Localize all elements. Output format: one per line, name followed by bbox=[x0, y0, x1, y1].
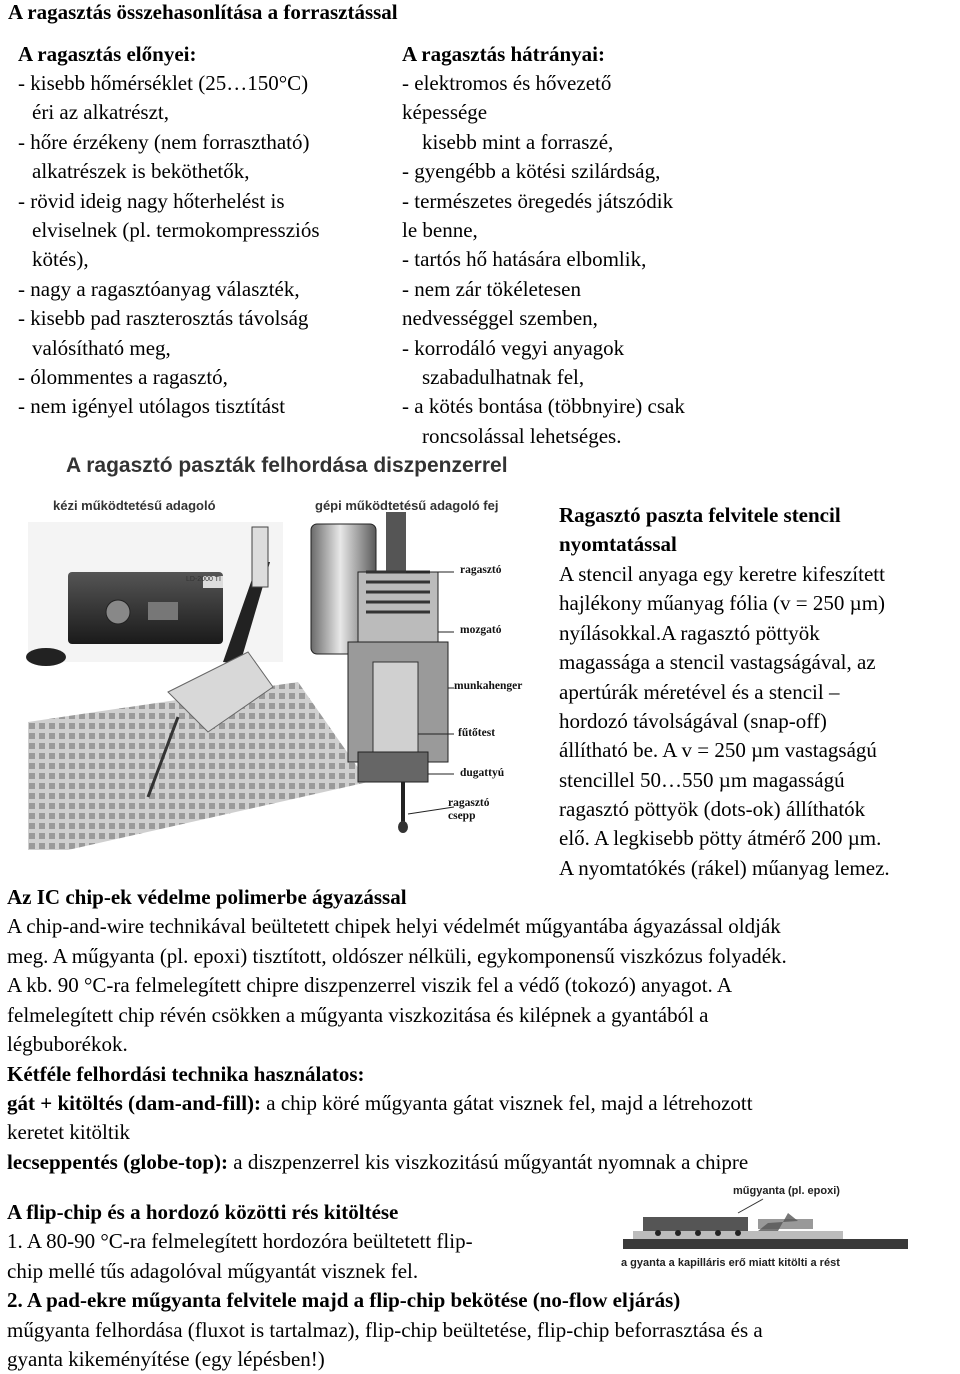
ic-heading: Az IC chip-ek védelme polimerbe ágyazással bbox=[7, 885, 407, 909]
advantages-line: valósítható meg, bbox=[32, 336, 171, 360]
figure-title: A ragasztó paszták felhordása diszpenzerrel bbox=[66, 454, 508, 477]
label-drop: csepp bbox=[448, 810, 476, 822]
disadvantages-line: - korrodáló vegyi anyagok bbox=[402, 336, 625, 360]
disadvantages-line: - nem zár tökéletesen bbox=[402, 277, 581, 301]
disadvantages-line: - tartós hő hatására elbomlik, bbox=[402, 247, 647, 271]
flipchip-figure-top-label: műgyanta (pl. epoxi) bbox=[733, 1185, 840, 1197]
disadvantages-line: - gyengébb a kötési szilárdság, bbox=[402, 159, 661, 183]
ic-line: A kb. 90 °C-ra felmelegített chipre diszpenzerrel viszik fel a védő (tokozó) anyagot. A bbox=[7, 973, 733, 997]
flipchip-heading: A flip-chip és a hordozó közötti rés kitöltése bbox=[7, 1200, 399, 1224]
flip-chip bbox=[643, 1217, 748, 1231]
flipchip-figure-bottom-label: a gyanta a kapilláris erő miatt kitölti a rést bbox=[621, 1257, 840, 1269]
disadvantages-line: - természetes öregedés játszódik bbox=[402, 189, 674, 213]
dam-and-fill-line bbox=[7, 1089, 753, 1118]
stencil-line: apertúrák méretével és a stencil – bbox=[559, 680, 840, 704]
foot-pedal bbox=[26, 648, 66, 666]
stencil-line: hordozó távolságával (snap-off) bbox=[559, 709, 827, 733]
dam-and-fill-text: a chip köré műgyanta gátat visznek fel, majd a létrehozott bbox=[261, 1091, 753, 1115]
stencil-heading: Ragasztó paszta felvitele stencil bbox=[559, 503, 841, 527]
stencil-heading-2: nyomtatással bbox=[559, 532, 677, 556]
disadvantages-line: - elektromos és hővezető bbox=[402, 71, 612, 95]
advantages-line: - nagy a ragasztóanyag választék, bbox=[18, 277, 300, 301]
ic-line: légbuborékok. bbox=[7, 1032, 128, 1056]
advantages-line: alkatrészek is beköthetők, bbox=[32, 159, 250, 183]
stencil-line: stencillel 50…550 µm magasságú bbox=[559, 768, 845, 792]
stencil-line: A stencil anyaga egy keretre kifeszített bbox=[559, 562, 885, 586]
ic-line: meg. A műgyanta (pl. epoxi) tisztított, oldószer nélküli, egykomponensű viszkózus folyadék. bbox=[7, 944, 787, 968]
label-adhesive-drop: ragasztó bbox=[448, 797, 490, 809]
stencil-line: A nyomtatókés (rákel) műanyag lemez. bbox=[559, 856, 890, 880]
flipchip-line: 1. A 80-90 °C-ra felmelegített hordozóra beültetett flip- bbox=[7, 1229, 473, 1253]
disadvantages-line: nedvességgel szemben, bbox=[402, 306, 598, 330]
flipchip-step2-line: gyanta kikeményítése (egy lépésben!) bbox=[7, 1347, 325, 1371]
ic-line: A chip-and-wire technikával beültetett chipek helyi védelmét műgyantába ágyazással oldják bbox=[7, 914, 781, 938]
techniques-heading: Kétféle felhordási technika használatos: bbox=[7, 1062, 365, 1086]
advantages-line: - rövid ideig nagy hőterhelést is bbox=[18, 189, 285, 213]
advantages-line: - kisebb pad raszterosztás távolság bbox=[18, 306, 309, 330]
right-caption: gépi működtetésű adagoló fej bbox=[315, 498, 499, 513]
dispenser-figure bbox=[8, 452, 556, 850]
label-cylinder: munkahenger bbox=[454, 680, 523, 692]
flipchip-step2-heading: 2. A pad-ekre műgyanta felvitele majd a flip-chip bekötése (no-flow eljárás) bbox=[7, 1288, 681, 1312]
advantages-line: - kisebb hőmérséklet (25…150°C) bbox=[18, 71, 309, 95]
disadvantages-line: kisebb mint a forraszé, bbox=[422, 130, 614, 154]
globe-top-term: lecseppentés (globe-top): bbox=[7, 1150, 229, 1174]
advantages-line: - ólommentes a ragasztó, bbox=[18, 365, 228, 389]
globe-top-text: a diszpenzerrel kis viszkozitású műgyantát nyomnak a chipre bbox=[228, 1150, 749, 1174]
device-label: LD-2000 TI bbox=[186, 576, 221, 583]
disadvantages-heading: A ragasztás hátrányai: bbox=[402, 42, 605, 66]
page-title: A ragasztás összehasonlítása a forrasztással bbox=[8, 0, 398, 24]
adhesive-drop bbox=[398, 821, 408, 833]
label-adhesive: ragasztó bbox=[460, 564, 502, 576]
disadvantages-line: - a kötés bontása (többnyire) csak bbox=[402, 394, 685, 418]
stencil-line: magassága a stencil vastagságával, az bbox=[559, 650, 876, 674]
disadvantages-line: le benne, bbox=[402, 218, 478, 242]
label-mover: mozgató bbox=[460, 624, 502, 636]
label-piston: dugattyú bbox=[460, 767, 505, 779]
stencil-line: nyílásokkal.A ragasztó pöttyök bbox=[559, 621, 820, 645]
dam-and-fill-term: gát + kitöltés (dam-and-fill): bbox=[7, 1091, 262, 1115]
advantages-heading: A ragasztás előnyei: bbox=[18, 42, 197, 66]
disadvantages-line: képessége bbox=[402, 100, 488, 124]
advantages-line: elviselnek (pl. termokompressziós bbox=[32, 218, 320, 242]
advantages-line: - nem igényel utólagos tisztítást bbox=[18, 394, 286, 418]
advantages-line: kötés), bbox=[32, 247, 89, 271]
flipchip-line: chip mellé tűs adagolóval műgyantát visznek fel. bbox=[7, 1259, 419, 1283]
ic-line: felmelegített chip révén csökken a műgyanta viszkozitása és kilépnek a gyantából a bbox=[7, 1003, 709, 1027]
label-heater: fűtőtest bbox=[458, 727, 496, 739]
globe-top-line bbox=[7, 1148, 748, 1177]
dam-and-fill-line-2: keretet kitöltik bbox=[7, 1120, 131, 1144]
advantages-line: - hőre érzékeny (nem forrasztható) bbox=[18, 130, 310, 154]
advantages-line: éri az alkatrészt, bbox=[32, 100, 169, 124]
substrate bbox=[623, 1239, 908, 1249]
stencil-line: ragasztó pöttyök (dots-ok) állíthatók bbox=[559, 797, 866, 821]
disadvantages-line: roncsolással lehetséges. bbox=[422, 424, 622, 448]
stencil-line: hajlékony műanyag fólia (v = 250 µm) bbox=[559, 591, 886, 615]
left-caption: kézi működtetésű adagoló bbox=[53, 498, 216, 513]
stencil-line: elő. A legkisebb pötty átmérő 200 µm. bbox=[559, 826, 882, 850]
disadvantages-line: szabadulhatnak fel, bbox=[422, 365, 585, 389]
flipchip-step2-line: műgyanta felhordása (fluxot is tartalmaz), flip-chip beültetése, flip-chip beforrasztása és a bbox=[7, 1318, 763, 1342]
stencil-line: állítható be. A v = 250 µm vastagságú bbox=[559, 738, 877, 762]
flipchip-figure bbox=[618, 1183, 918, 1281]
